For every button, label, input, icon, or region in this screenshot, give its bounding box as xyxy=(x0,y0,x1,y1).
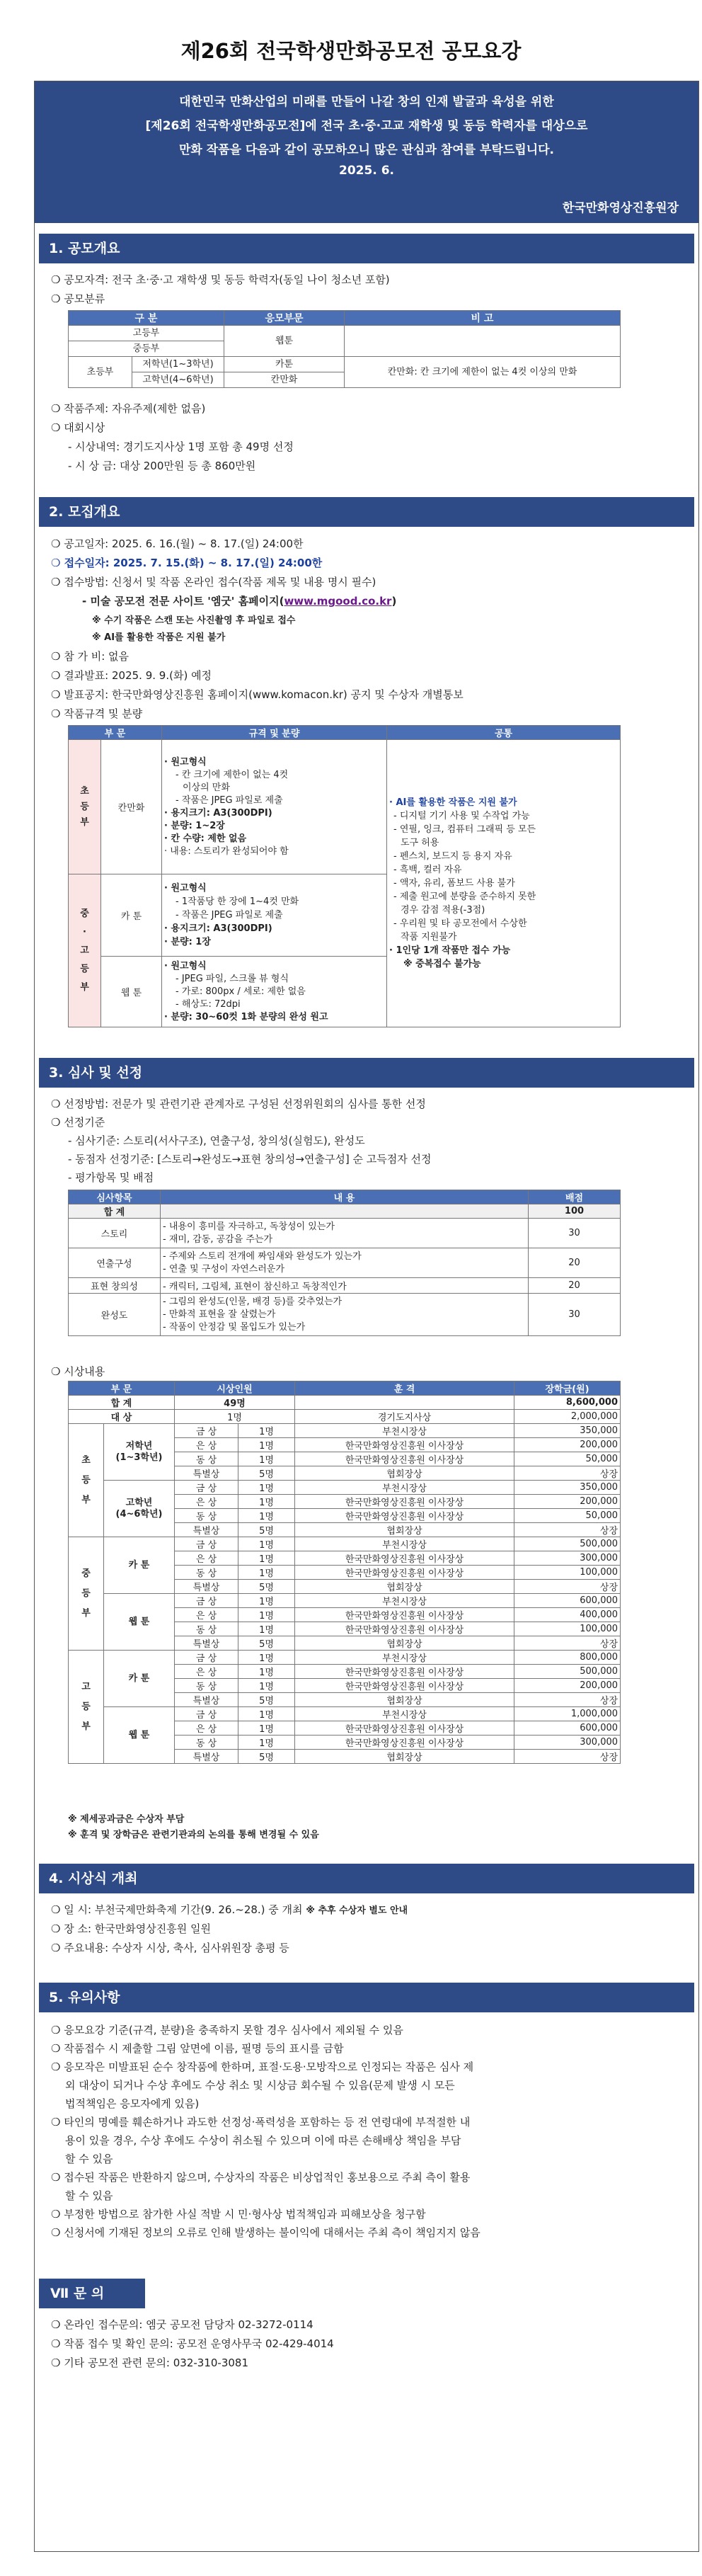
cell: 2,000,000 xyxy=(514,1410,621,1424)
note: ※ AI를 활용한 작품은 지원 불가 xyxy=(92,632,226,643)
cell: 완성도 xyxy=(69,1294,161,1336)
intro-date: 2025. 6. xyxy=(339,164,394,178)
award-count: 1명 xyxy=(238,1424,295,1438)
cell: 100 xyxy=(529,1204,621,1219)
award-prize: 50,000 xyxy=(514,1452,621,1466)
award-count: 1명 xyxy=(238,1736,295,1750)
intro-line: 대한민국 만화산업의 미래를 만들어 나갈 창의 인재 발굴과 육성을 위한 xyxy=(179,95,554,109)
award-prize: 상장 xyxy=(514,1693,621,1707)
award-division: 초 등 부 xyxy=(69,1424,104,1537)
award-honor: 한국만화영상진흥원 이사장상 xyxy=(295,1452,514,1466)
section-3-header: 3. 심사 및 선정 xyxy=(39,1058,694,1088)
note: ※ 제세공과금은 수상자 부담 xyxy=(68,1814,185,1825)
cell: - 내용이 흥미를 자극하고, 독창성이 있는가 - 재미, 감동, 공감을 주는가 xyxy=(161,1219,529,1248)
award-grade: 금 상 xyxy=(175,1651,238,1665)
award-prize: 상장 xyxy=(514,1466,621,1481)
cell: 8,600,000 xyxy=(514,1396,621,1410)
award-category: 고학년 (4~6학년) xyxy=(104,1481,175,1537)
cell: 웹툰 xyxy=(224,326,345,357)
text-line: - 시 상 금: 대상 200만원 등 총 860만원 xyxy=(68,460,256,472)
award-honor: 한국만화영상진흥원 이사장상 xyxy=(295,1679,514,1693)
award-honor: 부천시장상 xyxy=(295,1481,514,1495)
th: 부 문 xyxy=(69,1381,175,1396)
award-row xyxy=(69,1594,621,1608)
bullet-line: ❍ 공모자격: 전국 초·중·고 재학생 및 동등 학력자(동일 나이 청소년 포함) xyxy=(51,273,390,286)
award-grade: 동 상 xyxy=(175,1566,238,1580)
award-prize: 100,000 xyxy=(514,1622,621,1636)
award-prize: 상장 xyxy=(514,1750,621,1764)
award-count: 1명 xyxy=(238,1509,295,1523)
bullet-line: ❍ 작품규격 및 분량 xyxy=(51,707,143,720)
award-row xyxy=(69,1424,621,1438)
award-grade: 금 상 xyxy=(175,1594,238,1608)
award-honor: 부천시장상 xyxy=(295,1707,514,1721)
intro-line: 만화 작품을 다음과 같이 공모하오니 많은 관심과 참여를 부탁드립니다. xyxy=(178,143,555,157)
award-division: 고 등 부 xyxy=(69,1651,104,1764)
award-grade: 동 상 xyxy=(175,1679,238,1693)
caution-line: 할 수 있음 xyxy=(65,2189,113,2202)
th: 응모부문 xyxy=(224,311,345,326)
award-table xyxy=(68,1381,621,1764)
award-grade: 동 상 xyxy=(175,1622,238,1636)
award-count: 5명 xyxy=(238,1466,295,1481)
award-grade: 은 상 xyxy=(175,1608,238,1622)
award-count: 1명 xyxy=(238,1551,295,1566)
cell: 30 xyxy=(529,1294,621,1336)
bullet-line: ❍ 작품 접수 및 확인 문의: 공모전 운영사무국 02-429-4014 xyxy=(51,2337,334,2350)
bullet-line: ❍ 공고일자: 2025. 6. 16.(월) ~ 8. 17.(일) 24:00한 xyxy=(51,537,304,550)
spec-table xyxy=(68,725,621,1027)
caution-line: ❍ 응모요강 기준(규격, 분량)을 충족하지 못할 경우 심사에서 제외될 수 있음 xyxy=(51,2024,403,2036)
bullet-line: ❍ 선정방법: 전문가 및 관련기관 관계자로 구성된 선정위원회의 심사를 통한 선정 xyxy=(51,1098,426,1110)
award-category: 카 툰 xyxy=(104,1651,175,1707)
cell: 합 계 xyxy=(69,1204,161,1219)
award-prize: 상장 xyxy=(514,1523,621,1537)
th: 공통 xyxy=(387,726,621,740)
award-prize: 300,000 xyxy=(514,1551,621,1566)
award-grade: 특별상 xyxy=(175,1750,238,1764)
mgood-link[interactable]: www.mgood.co.kr xyxy=(284,595,392,608)
award-honor: 한국만화영상진흥원 이사장상 xyxy=(295,1721,514,1736)
bullet-line: ❍ 발표공지: 한국만화영상진흥원 홈페이지(www.komacon.kr) 공지 및 수상자 개별통보 xyxy=(51,688,464,701)
th: 훈 격 xyxy=(295,1381,514,1396)
caution-line: ❍ 타인의 명예를 훼손하거나 과도한 선정성·폭력성을 포함하는 등 전 연령대에 부적절한 내 xyxy=(51,2116,471,2128)
award-count: 1명 xyxy=(238,1679,295,1693)
award-category: 웹 툰 xyxy=(104,1707,175,1764)
caution-line: 용이 있을 경우, 수상 후에도 수상이 취소될 수 있으며 이에 따른 손해배상 책임을 부담 xyxy=(65,2134,461,2147)
bullet-line: ❍ 선정기준 xyxy=(51,1116,105,1129)
organizer: 한국만화영상진흥원장 xyxy=(562,201,679,215)
cell xyxy=(295,1396,514,1410)
caution-list xyxy=(51,2021,688,2242)
site-line: - 미술 공모전 전문 사이트 '엠굿' 홈페이지(www.mgood.co.kr) xyxy=(82,595,397,608)
th: 내 용 xyxy=(161,1190,529,1204)
award-grade: 특별상 xyxy=(175,1580,238,1594)
award-count: 1명 xyxy=(238,1622,295,1636)
award-grade: 은 상 xyxy=(175,1438,238,1452)
cell: - 그림의 완성도(인물, 배경 등)를 갖추었는가 - 만화적 표현을 잘 살렸는가 - 작품이 안정감 및 몰입도가 있는가 xyxy=(161,1294,529,1336)
caution-line: ❍ 작품접수 시 제출할 그림 앞면에 이름, 필명 등의 표시를 금함 xyxy=(51,2042,344,2055)
award-count: 1명 xyxy=(238,1608,295,1622)
th: 배점 xyxy=(529,1190,621,1204)
award-grade: 특별상 xyxy=(175,1693,238,1707)
bullet-line: ❍ 일 시: 부천국제만화축제 기간(9. 26.~28.) 중 개최 ※ 추후 수상자 별도 안내 xyxy=(51,1903,408,1916)
award-prize: 50,000 xyxy=(514,1509,621,1523)
bullet-line: ❍ 참 가 비: 없음 xyxy=(51,650,130,663)
award-grade: 은 상 xyxy=(175,1551,238,1566)
section-5-header: 5. 유의사항 xyxy=(39,1983,694,2012)
intro-line: [제26회 전국학생만화공모전]에 전국 초·중·고교 재학생 및 동등 학력자를 대상으로 xyxy=(145,119,588,133)
award-prize: 500,000 xyxy=(514,1665,621,1679)
bullet-line: ❍ 온라인 접수문의: 엠굿 공모전 담당자 02-3272-0114 xyxy=(51,2318,313,2331)
award-grade: 금 상 xyxy=(175,1537,238,1551)
cell: 고등부 xyxy=(69,326,224,341)
award-honor: 한국만화영상진흥원 이사장상 xyxy=(295,1509,514,1523)
award-prize: 200,000 xyxy=(514,1495,621,1509)
cell: 저학년(1~3학년) xyxy=(132,357,224,372)
bullet-line: ❍ 결과발표: 2025. 9. 9.(화) 예정 xyxy=(51,669,212,682)
award-prize: 300,000 xyxy=(514,1736,621,1750)
award-count: 1명 xyxy=(238,1438,295,1452)
award-grade: 동 상 xyxy=(175,1509,238,1523)
th: 비 고 xyxy=(345,311,621,326)
award-count: 5명 xyxy=(238,1750,295,1764)
award-prize: 1,000,000 xyxy=(514,1707,621,1721)
award-honor: 협회장상 xyxy=(295,1693,514,1707)
award-row xyxy=(69,1707,621,1721)
section-2-header: 2. 모집개요 xyxy=(39,497,694,527)
award-prize: 100,000 xyxy=(514,1566,621,1580)
award-prize: 200,000 xyxy=(514,1679,621,1693)
cell: 표현 창의성 xyxy=(69,1278,161,1294)
category-table xyxy=(68,310,621,388)
award-row xyxy=(69,1537,621,1551)
award-honor: 한국만화영상진흥원 이사장상 xyxy=(295,1551,514,1566)
cell: 경기도지사상 xyxy=(295,1410,514,1424)
award-count: 5명 xyxy=(238,1523,295,1537)
cell: - 캐릭터, 그림체, 표현이 참신하고 독창적인가 xyxy=(161,1278,529,1294)
cell: - 주제와 스토리 전개에 짜임새와 완성도가 있는가 - 연출 및 구성이 자연스러운가 xyxy=(161,1248,529,1278)
bullet-line: ❍ 대회시상 xyxy=(51,421,105,434)
cell: 1명 xyxy=(175,1410,295,1424)
cell: 카 툰 xyxy=(101,874,162,957)
note: ※ 수기 작품은 스캔 또는 사진촬영 후 파일로 접수 xyxy=(92,615,296,626)
th: 장학금(원) xyxy=(514,1381,621,1396)
award-count: 5명 xyxy=(238,1693,295,1707)
award-count: 1명 xyxy=(238,1452,295,1466)
award-honor: 협회장상 xyxy=(295,1750,514,1764)
cell: 칸만화 xyxy=(101,740,162,874)
award-prize: 200,000 xyxy=(514,1438,621,1452)
award-grade: 동 상 xyxy=(175,1736,238,1750)
cell: 칸만화 xyxy=(224,372,345,388)
award-row xyxy=(69,1651,621,1665)
cell: 초등부 xyxy=(69,740,101,874)
cell: 초등부 xyxy=(69,357,132,388)
award-grade: 특별상 xyxy=(175,1466,238,1481)
th: 부 문 xyxy=(69,726,162,740)
bullet-line: ❍ 공모분류 xyxy=(51,292,105,305)
award-honor: 협회장상 xyxy=(295,1636,514,1651)
award-prize: 500,000 xyxy=(514,1537,621,1551)
award-grade: 은 상 xyxy=(175,1495,238,1509)
caution-line: ❍ 응모작은 미발표된 순수 창작품에 한하며, 표절·도용·모방작으로 인정되는 작품은 심사 제 xyxy=(51,2061,474,2073)
section-6-header: Ⅶ 문 의 xyxy=(39,2279,145,2308)
award-honor: 한국만화영상진흥원 이사장상 xyxy=(295,1566,514,1580)
bullet-line: ❍ 접수방법: 신청서 및 작품 온라인 접수(작품 제목 및 내용 명시 필수) xyxy=(51,576,376,588)
award-grade: 특별상 xyxy=(175,1523,238,1537)
cell: 칸만화: 칸 크기에 제한이 없는 4컷 이상의 만화 xyxy=(345,357,621,388)
award-grade: 동 상 xyxy=(175,1452,238,1466)
th: 심사항목 xyxy=(69,1190,161,1204)
cell: 고학년(4~6학년) xyxy=(132,372,224,388)
bullet-line: ❍ 접수일자: 2025. 7. 15.(화) ~ 8. 17.(일) 24:00한 xyxy=(51,557,323,569)
bullet-line: ❍ 시상내용 xyxy=(51,1365,105,1378)
award-honor: 협회장상 xyxy=(295,1466,514,1481)
th: 구 분 xyxy=(69,311,224,326)
spec-webtoon: · 원고형식 - JPEG 파일, 스크롤 뷰 형식 - 가로: 800px / 세로: 제한 없음 - 해상도: 72dpi · 분량: 30~60컷 1화 분량의 완성 원고 xyxy=(162,957,387,1027)
award-grade: 금 상 xyxy=(175,1424,238,1438)
caution-line: ❍ 접수된 작품은 반환하지 않으며, 수상자의 작품은 비상업적인 홍보용으로 주최 측이 활용 xyxy=(51,2171,471,2184)
award-honor: 한국만화영상진흥원 이사장상 xyxy=(295,1438,514,1452)
text-line: - 평가항목 및 배점 xyxy=(68,1171,154,1184)
caution-line: ❍ 부정한 방법으로 참가한 사실 적발 시 민·형사상 법적책임과 피해보상을 청구함 xyxy=(51,2208,426,2221)
award-grade: 특별상 xyxy=(175,1636,238,1651)
cell: 20 xyxy=(529,1278,621,1294)
award-grade: 은 상 xyxy=(175,1665,238,1679)
bullet-line: ❍ 장 소: 한국만화영상진흥원 일원 xyxy=(51,1922,211,1935)
cell: 스토리 xyxy=(69,1219,161,1248)
text-line: - 심사기준: 스토리(서사구조), 연출구성, 창의성(실험도), 완성도 xyxy=(68,1134,365,1147)
award-honor: 부천시장상 xyxy=(295,1424,514,1438)
text-line: - 시상내역: 경기도지사상 1명 포함 총 49명 선정 xyxy=(68,440,294,453)
caution-line: 외 대상이 되거나 수상 후에도 수상 취소 및 시상금 회수될 수 있음(문제 발생 시 모든 xyxy=(65,2079,455,2092)
caution-line: ❍ 신청서에 기재된 정보의 오류로 인해 발생하는 불이익에 대해서는 주최 측이 책임지지 않음 xyxy=(51,2226,481,2239)
caution-line: 법적책임은 응모자에게 있음) xyxy=(65,2097,200,2110)
award-honor: 한국만화영상진흥원 이사장상 xyxy=(295,1736,514,1750)
cell: 카툰 xyxy=(224,357,345,372)
award-prize: 상장 xyxy=(514,1580,621,1594)
cell: 20 xyxy=(529,1248,621,1278)
cell: 대 상 xyxy=(69,1410,175,1424)
award-count: 1명 xyxy=(238,1481,295,1495)
award-honor: 협회장상 xyxy=(295,1580,514,1594)
award-prize: 800,000 xyxy=(514,1651,621,1665)
bullet-line: ❍ 작품주제: 자유주제(제한 없음) xyxy=(51,402,206,415)
award-count: 5명 xyxy=(238,1636,295,1651)
award-grade: 금 상 xyxy=(175,1481,238,1495)
award-honor: 부천시장상 xyxy=(295,1594,514,1608)
cell: 중·고등부 xyxy=(69,874,101,1027)
th: 규격 및 분량 xyxy=(162,726,387,740)
award-honor: 한국만화영상진흥원 이사장상 xyxy=(295,1495,514,1509)
award-count: 1명 xyxy=(238,1495,295,1509)
bullet-line: ❍ 주요내용: 수상자 시상, 축사, 심사위원장 총평 등 xyxy=(51,1942,289,1954)
cell: 합 계 xyxy=(69,1396,175,1410)
section-1-header: 1. 공모개요 xyxy=(39,234,694,263)
section-4-header: 4. 시상식 개최 xyxy=(39,1864,694,1893)
award-prize: 350,000 xyxy=(514,1424,621,1438)
award-prize: 400,000 xyxy=(514,1608,621,1622)
award-grade: 은 상 xyxy=(175,1721,238,1736)
award-honor: 한국만화영상진흥원 이사장상 xyxy=(295,1608,514,1622)
page-title: 제26회 전국학생만화공모전 공모요강 xyxy=(180,39,522,63)
award-prize: 상장 xyxy=(514,1636,621,1651)
criteria-table xyxy=(68,1190,621,1336)
award-row xyxy=(69,1481,621,1495)
intro-banner xyxy=(35,81,698,223)
cell xyxy=(345,326,621,357)
text-line: - 동점자 선정기준: [스토리→완성도→표현 창의성→연출구성] 순 고득점자 선정 xyxy=(68,1153,432,1166)
spec-common: · AI를 활용한 작품은 지원 불가 - 디지털 기기 사용 및 수작업 가능 - 연필, 잉크, 컴퓨터 그래픽 등 모든 도구 허용 - 펜스치, 보드지 등 용지 자유 - 흑백, 컬러 자유 - 액자, 유리, 폼보드 사용 불가 - 제출 원고에 분량을 준수하지 못한 경우 감점 적용(-3점) - 우리원 및 타 공모전에서 수상한 작품 지원불가 · 1인당 1개 작품만 접수 가능 ※ 중복접수 불가능 xyxy=(387,740,621,1027)
spec-cartoon: · 원고형식 - 1작품당 한 장에 1~4컷 만화 - 작품은 JPEG 파일로 제출 · 용지크기: A3(300DPI) · 분량: 1장 xyxy=(162,874,387,957)
award-honor: 부천시장상 xyxy=(295,1537,514,1551)
award-count: 1명 xyxy=(238,1707,295,1721)
cell: 웹 툰 xyxy=(101,957,162,1027)
award-category: 웹 툰 xyxy=(104,1594,175,1651)
spec-manhwa: · 원고형식 - 칸 크기에 제한이 없는 4컷 이상의 만화 - 작품은 JPEG 파일로 제출 · 용지크기: A3(300DPI) · 분량: 1~2장 · 칸 수량: 제한 없음 · 내용: 스토리가 완성되어야 함 xyxy=(162,740,387,874)
award-prize: 350,000 xyxy=(514,1481,621,1495)
award-count: 1명 xyxy=(238,1594,295,1608)
cell: 30 xyxy=(529,1219,621,1248)
award-count: 5명 xyxy=(238,1580,295,1594)
cell: 연출구성 xyxy=(69,1248,161,1278)
award-prize: 600,000 xyxy=(514,1594,621,1608)
caution-line: 할 수 있음 xyxy=(65,2153,113,2165)
bullet-line: ❍ 기타 공모전 관련 문의: 032-310-3081 xyxy=(51,2356,249,2369)
award-category: 저학년 (1~3학년) xyxy=(104,1424,175,1481)
th: 시상인원 xyxy=(175,1381,295,1396)
award-honor: 한국만화영상진흥원 이사장상 xyxy=(295,1665,514,1679)
award-division: 중 등 부 xyxy=(69,1537,104,1651)
award-honor: 협회장상 xyxy=(295,1523,514,1537)
note: ※ 훈격 및 장학금은 관련기관과의 논의를 통해 변경될 수 있음 xyxy=(68,1830,319,1840)
award-count: 1명 xyxy=(238,1566,295,1580)
cell xyxy=(161,1204,529,1219)
award-count: 1명 xyxy=(238,1721,295,1736)
award-honor: 부천시장상 xyxy=(295,1651,514,1665)
award-prize: 600,000 xyxy=(514,1721,621,1736)
cell: 중등부 xyxy=(69,341,224,357)
award-honor: 한국만화영상진흥원 이사장상 xyxy=(295,1622,514,1636)
award-count: 1명 xyxy=(238,1665,295,1679)
award-count: 1명 xyxy=(238,1537,295,1551)
award-grade: 금 상 xyxy=(175,1707,238,1721)
award-category: 카 툰 xyxy=(104,1537,175,1594)
cell: 49명 xyxy=(175,1396,295,1410)
award-count: 1명 xyxy=(238,1651,295,1665)
